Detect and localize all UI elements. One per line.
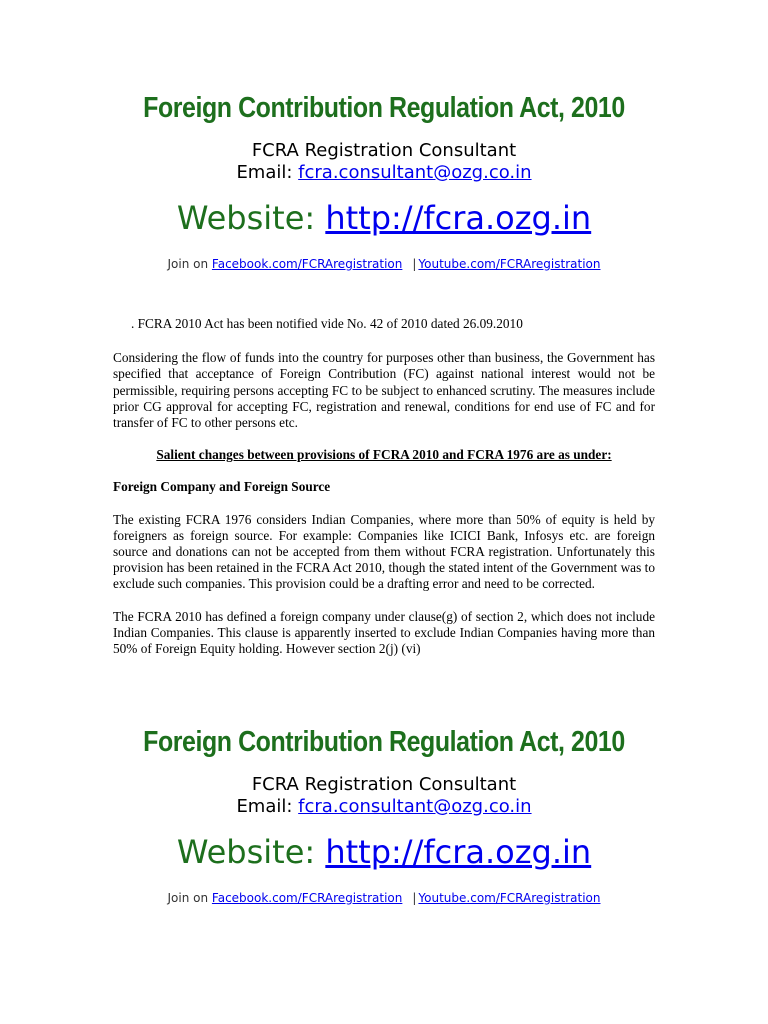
website-line-repeat [0,832,768,872]
header-block-top [0,88,768,272]
facebook-link[interactable]: Facebook.com/FCRAregistration [211,257,403,271]
link-separator: | [412,257,417,271]
social-links-line [0,256,768,272]
facebook-link-repeat[interactable]: Facebook.com/FCRAregistration [211,891,403,905]
notification-line: . FCRA 2010 Act has been notified vide No. 42 of 2010 dated 26.09.2010 [131,316,523,331]
document-title: Foreign Contribution Regulation Act, 2010 [143,92,625,124]
document-body [113,316,655,657]
youtube-link-repeat[interactable]: Youtube.com/FCRAregistration [418,891,601,905]
paragraph-intro: Considering the flow of funds into the country for purposes other than business, the Government has specified that acceptance of Foreign Contribution (FC) against national interest would not be permissible, requiring persons accepting FC to be subject to enhanced scrutiny. The measures include prior CG approval for accepting FC, registration and renewal, conditions for end use of FC and for transfer of FC to other persons etc. [113,350,655,431]
email-label-repeat: Email: [236,796,299,817]
salient-heading: Salient changes between provisions of FCRA 2010 and FCRA 1976 are as under: [156,447,612,463]
consultant-subtitle: FCRA Registration Consultant [251,140,517,161]
social-links-line-repeat [0,890,768,906]
website-link-repeat[interactable]: http://fcra.ozg.in [325,833,592,871]
paragraph-foreign-source: The existing FCRA 1976 considers Indian Companies, where more than 50% of equity is held by foreigners as foreign source. For example: Companies like ICICI Bank, Infosys etc. are foreign source and donations can not be accepted from them without FCRA registration. Unfortunately this provision has been retained in the FCRA Act 2010, though the stated intent of the Government was to exclude such companies. This provision could be a drafting error and need to be corrected. [113,511,655,592]
section-subheading: Foreign Company and Foreign Source [113,479,331,495]
website-label-repeat: Website: [176,833,326,871]
email-label: Email: [236,162,299,183]
youtube-link[interactable]: Youtube.com/FCRAregistration [418,257,601,271]
email-line-repeat [0,796,768,818]
website-line [0,198,768,238]
header-block-bottom [0,722,768,906]
consultant-subtitle-repeat: FCRA Registration Consultant [251,774,517,795]
website-label: Website: [176,199,326,237]
website-link[interactable]: http://fcra.ozg.in [325,199,592,237]
link-separator-repeat: | [412,891,417,905]
join-label-repeat: Join on [167,891,212,905]
document-title-repeat: Foreign Contribution Regulation Act, 2010 [143,726,625,758]
email-line [0,162,768,184]
email-link[interactable]: fcra.consultant@ozg.co.in [298,162,532,183]
paragraph-foreign-company: The FCRA 2010 has defined a foreign company under clause(g) of section 2, which does not include Indian Companies. This clause is apparently inserted to exclude Indian Companies having more than 50% of Foreign Equity holding. However section 2(j) (vi) [113,608,655,657]
email-link-repeat[interactable]: fcra.consultant@ozg.co.in [298,796,532,817]
join-label: Join on [167,257,212,271]
